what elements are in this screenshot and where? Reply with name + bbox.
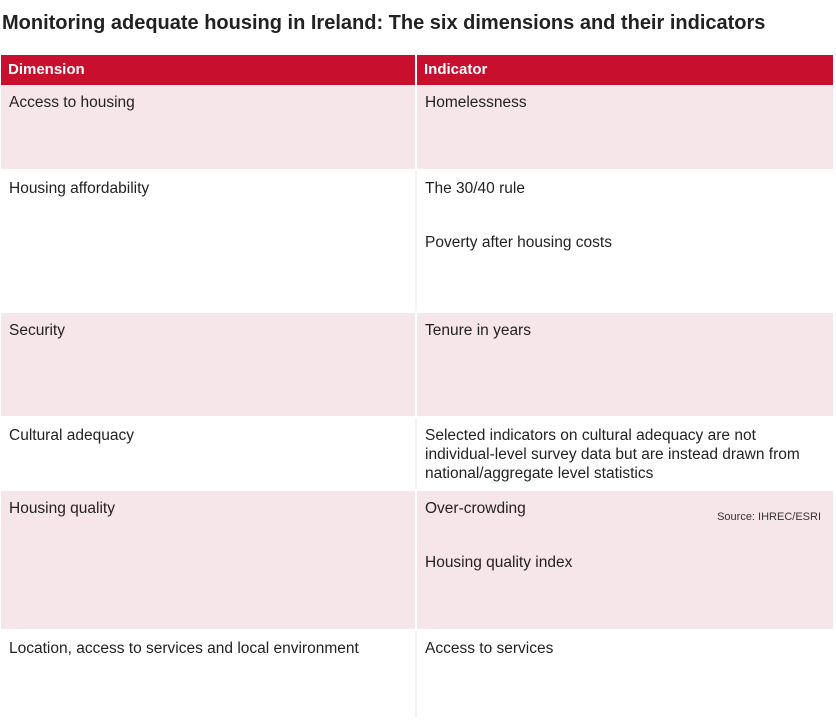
dimension-cell: Cultural adequacy <box>1 418 417 489</box>
dimension-cell: Housing quality <box>1 491 417 629</box>
table-row <box>1 418 833 491</box>
indicator-table <box>1 55 833 720</box>
header-indicator: Indicator <box>424 61 488 78</box>
header-dimension: Dimension <box>1 55 417 85</box>
indicator-item: Tenure in years <box>425 322 531 339</box>
table-header <box>1 55 833 85</box>
indicator-cell <box>417 631 833 718</box>
indicator-item: Housing quality index <box>425 554 573 571</box>
table-row <box>1 313 833 418</box>
table-row <box>1 171 833 313</box>
dimension-cell: Access to housing <box>1 85 417 169</box>
indicator-cell <box>417 171 833 311</box>
indicator-cell <box>417 85 833 169</box>
source-note: Source: IHREC/ESRI <box>717 511 821 523</box>
dimension-cell: Security <box>1 313 417 416</box>
indicator-item: Selected indicators on cultural adequacy are not individual-level survey data but are instead drawn from national/aggregate level statistics <box>425 427 800 482</box>
indicator-item: Homelessness <box>425 94 527 111</box>
table-row <box>1 85 833 171</box>
indicator-item: Access to services <box>425 640 554 657</box>
indicator-cell <box>417 418 833 489</box>
indicator-cell <box>417 313 833 416</box>
indicator-item: Poverty after housing costs <box>425 234 612 251</box>
indicator-item: The 30/40 rule <box>425 180 525 197</box>
dimension-cell: Location, access to services and local environment <box>1 631 417 718</box>
page-title: Monitoring adequate housing in Ireland: The six dimensions and their indicators <box>2 12 766 34</box>
table-row <box>1 631 833 720</box>
indicator-item: Over-crowding <box>425 500 526 517</box>
dimension-cell: Housing affordability <box>1 171 417 311</box>
table-row <box>1 491 833 631</box>
